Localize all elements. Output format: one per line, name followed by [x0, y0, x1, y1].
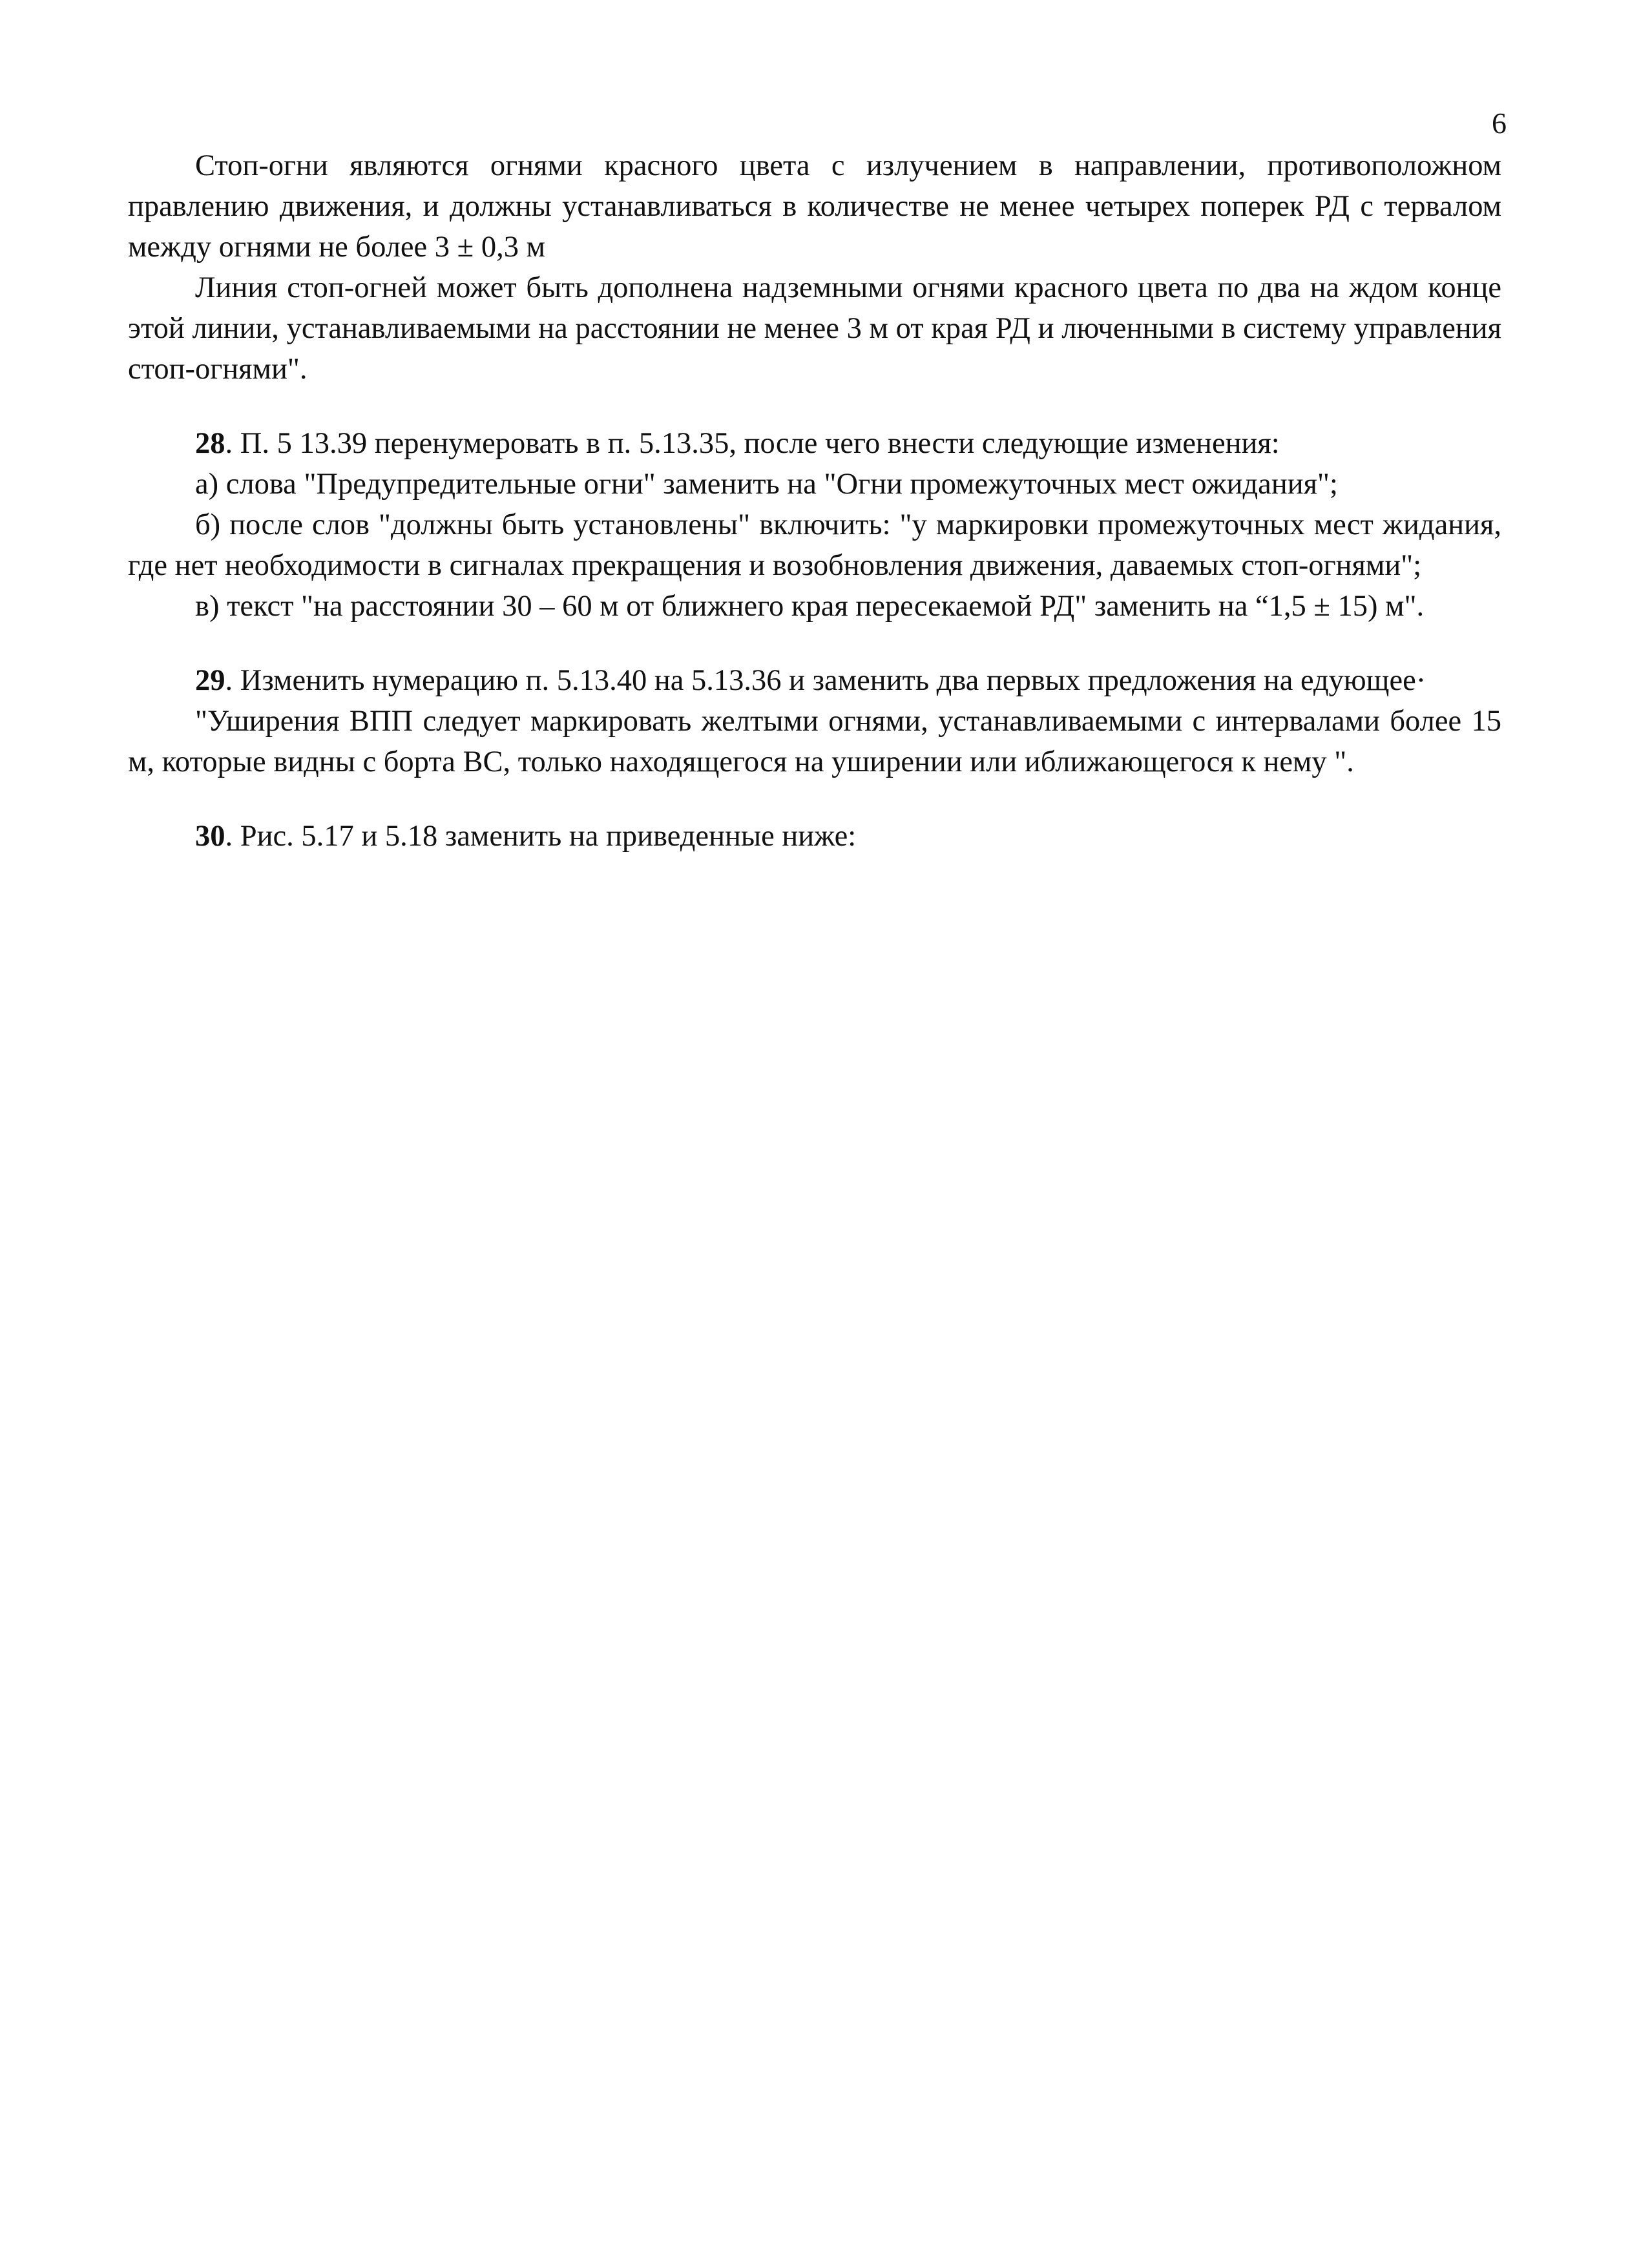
item-29 [128, 660, 1501, 782]
item-30-lead-text: . Рис. 5.17 и 5.18 заменить на приведенные ниже: [225, 820, 857, 853]
document-body [128, 145, 1501, 857]
item-28 [128, 423, 1501, 627]
spacer [128, 782, 1501, 816]
item-28-number: 28 [195, 427, 225, 460]
item-29-lead-text: . Изменить нумерацию п. 5.13.40 на 5.13.36 и заменить два первых предложения на едующее· [225, 664, 1426, 697]
item-30-number: 30 [195, 820, 225, 853]
item-29-number: 29 [195, 664, 225, 697]
item-29-quote: "Уширения ВПП следует маркировать желтыми огнями, устанавливаемыми с интервалами более 15 м, которые видны с борта ВС, только находящегося на уширении или иближающегося к нему ". [128, 705, 1501, 778]
item-28-a: а) слова "Предупредительные огни" заменить на "Огни промежуточных мест ожидания"; [195, 468, 1338, 501]
item-28-lead [128, 423, 1501, 464]
item-30-lead [128, 816, 1501, 857]
item-29-lead [128, 660, 1501, 701]
item-28-b: б) после слов "должны быть установлены" включить: "у маркировки промежуточных мест жидания, где нет необходимости в сигналах прекращения и возобновления движения, даваемых стоп-огнями"; [128, 508, 1501, 582]
spacer [128, 627, 1501, 660]
paragraph-stop-lights-line: Линия стоп-огней может быть дополнена надземными огнями красного цвета по два на ждом конце этой линии, устанавливаемыми на расстоянии не менее 3 м от края РД и люченными в систему управления стоп-огнями". [128, 271, 1501, 386]
item-30 [128, 816, 1501, 857]
item-28-c: в) текст "на расстоянии 30 – 60 м от ближнего края пересекаемой РД" заменить на “1,5 ± 15) м". [195, 590, 1425, 623]
page-number: 6 [1492, 107, 1507, 140]
item-28-lead-text: . П. 5 13.39 перенумеровать в п. 5.13.35, после чего внести следующие изменения: [225, 427, 1280, 460]
spacer [128, 390, 1501, 423]
paragraph-stop-lights: Стоп-огни являются огнями красного цвета с излучением в направлении, противоположном правлению движения, и должны устанавливаться в количестве не менее четырех поперек РД с тервалом между огнями не более 3 ± 0,3 м [128, 149, 1501, 264]
